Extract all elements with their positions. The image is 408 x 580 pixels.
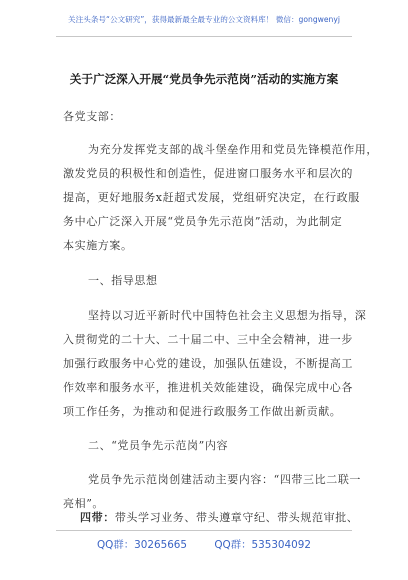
four-lead-line — [80, 509, 358, 525]
intro-line: 务中心广泛深入开展“党员争先示范岗”活动，为此制定 — [63, 215, 343, 228]
section2-line: 亮相”。 — [63, 497, 105, 510]
footer-contacts — [0, 536, 408, 551]
section2-line: 党员争先示范岗创建活动主要内容：“四带三比二联一 — [88, 473, 362, 486]
section1-line: 加强行政服务中心党的建设，加强队伍建设，不断提高工 — [63, 357, 353, 370]
footer-qq-group-1: QQ群：30265665 — [97, 539, 188, 551]
intro-line: 为充分发挥党支部的战斗堡垒作用和党员先锋模范作用， — [88, 143, 378, 156]
intro-line: 本实施方案。 — [63, 239, 133, 252]
section1-line: 坚持以习近平新时代中国特色社会主义思想为指导，深 — [88, 309, 367, 322]
footer-divider — [56, 530, 352, 531]
four-lead-text: 带头学习业务、带头遵章守纪、带头规范审批、 — [114, 511, 359, 524]
section1-line: 项工作任务，为推动和促进行政服务工作做出新贡献。 — [63, 405, 342, 418]
section1-line: 入贯彻党的二十大、二十届二中、三中全会精神，进一步 — [63, 333, 353, 346]
section-heading: 二、“党员争先示范岗”内容 — [88, 439, 229, 452]
header-banner: 关注头条号“公文研究”，获得最新最全最专业的公文资料库！ 微信：gongwenyj — [68, 15, 340, 24]
section1-line: 作效率和服务水平，推进机关效能建设，确保完成中心各 — [63, 381, 353, 394]
header-divider — [56, 36, 352, 37]
document-title: 关于广泛深入开展“党员争先示范岗”活动的实施方案 — [69, 72, 339, 86]
section-heading: 一、指导思想 — [88, 274, 158, 287]
intro-line: 激发党员的积极性和创造性，促进窗口服务水平和层次的 — [63, 167, 353, 180]
four-lead-label: 四带： — [80, 511, 115, 524]
salutation: 各党支部： — [63, 110, 121, 123]
intro-line: 提高，更好地服务x赶超式发展，党组研究决定，在行政服 — [63, 191, 360, 204]
footer-qq-group-2: QQ群：535304092 — [214, 539, 311, 551]
